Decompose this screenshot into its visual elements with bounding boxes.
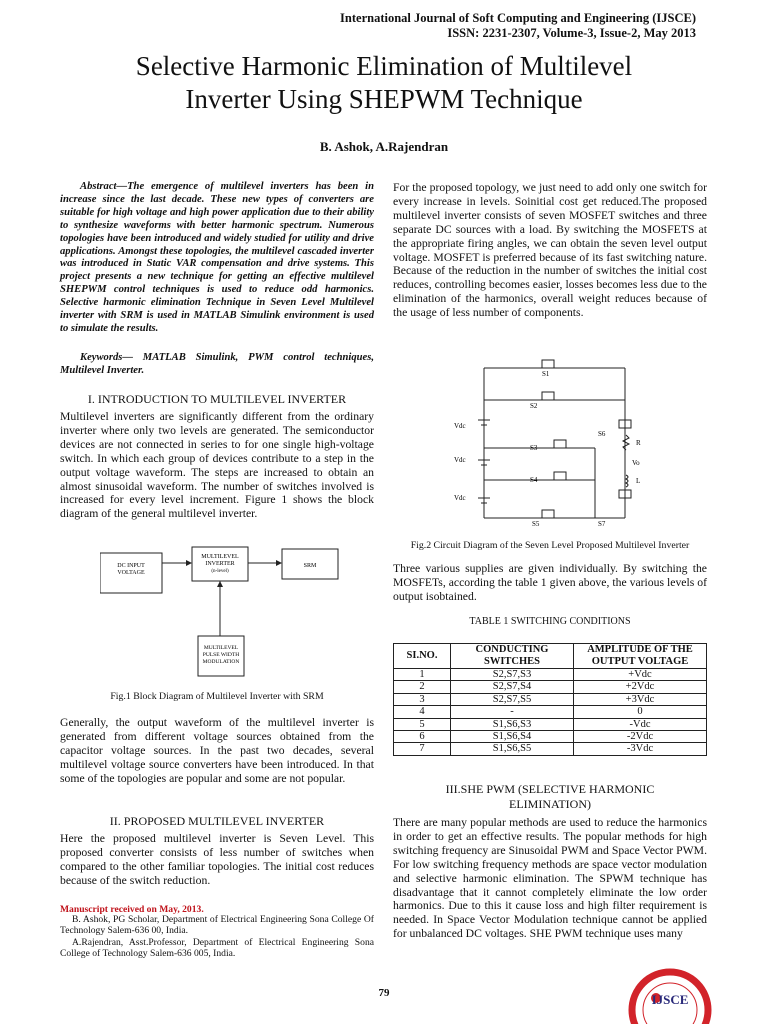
inverter-label-3: (n-level) — [211, 569, 229, 574]
pwm-label-2: PULSE WIDTH — [202, 652, 240, 658]
journal-name: International Journal of Soft Computing and Engineering (IJSCE) — [340, 11, 696, 25]
journal-issn: ISSN: 2231-2307, Volume-3, Issue-2, May 2013 — [447, 26, 696, 40]
cell: 6 — [394, 731, 451, 743]
ijsce-logo — [626, 966, 714, 1024]
cell: 5 — [394, 718, 451, 730]
inductor-label: L — [636, 477, 641, 485]
figure-2-circuit — [450, 350, 650, 530]
dc-block-label-2: VOLTAGE — [117, 570, 145, 576]
switch-s4: S4 — [530, 476, 538, 484]
section-2-heading: II. PROPOSED MULTILEVEL INVERTER — [109, 814, 325, 828]
pwm-label-3: MODULATION — [202, 659, 240, 665]
cell: 1 — [394, 669, 451, 681]
output-voltage-label: Vo — [632, 459, 640, 467]
cell: S2,S7,S5 — [451, 693, 574, 705]
arrowhead — [217, 581, 223, 587]
author-note-1: B. Ashok, PG Scholar, Department of Electrical Engineering Sona College Of Technology Salem-636 00, India. — [60, 914, 374, 937]
title-line-2: Inverter Using SHEPWM Technique — [185, 84, 583, 114]
right-paragraph-1: For the proposed topology, we just need to add only one switch for every increase in levels. Soinitial cost get reduced.The proposed multilevel inverter consists of seven MOSFET switches and three separate DC sources with a load. By switching the MOSFETS at the appropriate firing angles, we can obtain the seven level output voltage. MOSFET is preferred because of its fast switching nature. Because of the reduction in the number of switches the initial cost reduces, controlling becomes easier, losses becomes less due to the elimination of the harmonics, overall weight reduces because of the usage of less number of components. — [393, 181, 707, 320]
cell: S1,S6,S5 — [451, 743, 574, 755]
cell: S2,S7,S3 — [451, 669, 574, 681]
generally-paragraph: Generally, the output waveform of the multilevel inverter is generated from different voltage sources obtained from the capacitor voltage sources. In the past two decades, several multilevel voltage source converters have been introduced. In that some of the topologies are popular and some are not popular. — [60, 716, 374, 785]
table-row — [394, 731, 707, 743]
table-row — [394, 706, 707, 718]
figure-1-caption: Fig.1 Block Diagram of Multilevel Inverter with SRM — [110, 691, 324, 702]
pwm-label-1: MULTILEVEL — [203, 645, 239, 651]
dc-block-label-1: DC INPUT — [117, 563, 145, 569]
page-number: 79 — [378, 987, 390, 999]
cell: S2,S7,S4 — [451, 681, 574, 693]
author-note-2: A.Rajendran, Asst.Professor, Department of Electrical Engineering Sona College of Technology Salem-636 005, India. — [60, 937, 374, 960]
figure-1-block-diagram — [100, 543, 340, 679]
switch-s6: S6 — [598, 430, 606, 438]
switch-s5: S5 — [532, 520, 540, 528]
arrowhead — [186, 560, 192, 566]
table-title: TABLE 1 SWITCHING CONDITIONS — [469, 616, 631, 627]
arrowhead — [276, 560, 282, 566]
section-3-heading-line-2: ELIMINATION) — [509, 797, 591, 811]
switch-s2: S2 — [530, 402, 538, 410]
resistor-label: R — [636, 439, 641, 447]
switch-s3: S3 — [530, 444, 538, 452]
section-1-text: Multilevel inverters are significantly different from the ordinary inverter where only two levels are generated. The semiconductor devices are not connected in series to for one single high-voltage switch. In which each group of devices contribute to a step in the output voltage waveform. The steps are increased to obtain an almost sinusoidal waveform. The number of switches involved is increased for every level increment. Figure 1 shows the block diagram of the general multilevel inverter. — [60, 410, 374, 521]
table-header: CONDUCTING SWITCHES — [451, 644, 574, 669]
author-list: B. Ashok, A.Rajendran — [319, 139, 449, 154]
vdc-label-2: Vdc — [454, 456, 466, 464]
title-line-1: Selective Harmonic Elimination of Multilevel — [135, 51, 633, 81]
keywords: Keywords— MATLAB Simulink, PWM control techniques, Multilevel Inverter. — [60, 352, 374, 376]
cell: 7 — [394, 743, 451, 755]
table-row — [394, 693, 707, 705]
table-header: AMPLITUDE OF THE OUTPUT VOLTAGE — [574, 644, 707, 669]
cell: +2Vdc — [574, 681, 707, 693]
right-paragraph-2: Three various supplies are given individually. By switching the MOSFETs, according the table 1 given above, the various levels of output isobtained. — [393, 562, 707, 603]
cell: -3Vdc — [574, 743, 707, 755]
cell: -Vdc — [574, 718, 707, 730]
cell: 2 — [394, 681, 451, 693]
table-row — [394, 718, 707, 730]
section-3-heading-line-1: III.SHE PWM (SELECTIVE HARMONIC — [445, 782, 655, 796]
section-1-heading: I. INTRODUCTION TO MULTILEVEL INVERTER — [87, 392, 347, 406]
cell: 3 — [394, 693, 451, 705]
table-row — [394, 669, 707, 681]
cell: 0 — [574, 706, 707, 718]
cell: S1,S6,S3 — [451, 718, 574, 730]
cell: +Vdc — [574, 669, 707, 681]
cell: - — [451, 706, 574, 718]
table-row — [394, 743, 707, 755]
srm-label: SRM — [303, 563, 317, 569]
vdc-label-1: Vdc — [454, 422, 466, 430]
table-header: SI.NO. — [394, 644, 451, 669]
table-row — [394, 681, 707, 693]
section-3-heading — [393, 782, 707, 812]
inverter-label-2: INVERTER — [205, 561, 235, 567]
switch-s7: S7 — [598, 520, 606, 528]
section-3-text: There are many popular methods are used to reduce the harmonics in order to get an effective results. The popular methods for high switching frequency are Sinusoidal PWM and Space Vector PWM. For low switching frequency methods are space vector modulation and selective harmonic elimination. The SPWM technique has disadvantage that it cannot completely eliminate the low order harmonics. Due to this it cause loss and high filter requirement is needed. In Space Vector Modulation technique cannot be applied for unbalanced DC voltages. SHE PWM technique uses many — [393, 816, 707, 941]
cell: 4 — [394, 706, 451, 718]
vdc-label-3: Vdc — [454, 494, 466, 502]
journal-header — [340, 11, 696, 41]
logo-text: IJSCE — [651, 992, 689, 1007]
manuscript-received: Manuscript received on May, 2013. — [60, 904, 204, 915]
paper-title — [0, 50, 768, 116]
switch-s1: S1 — [542, 370, 550, 378]
switching-table — [393, 643, 707, 756]
cell: -2Vdc — [574, 731, 707, 743]
cell: S1,S6,S4 — [451, 731, 574, 743]
figure-2-caption: Fig.2 Circuit Diagram of the Seven Level Proposed Multilevel Inverter — [410, 540, 690, 551]
cell: +3Vdc — [574, 693, 707, 705]
abstract: Abstract—The emergence of multilevel inverters has been in increase since the last decade. These new types of converters are suitable for high voltage and high power application due to their ability to synthesize waveforms with better harmonic spectrum. Numerous topologies have been introduced and widely studied for utility and drive applications. Amongst these topologies, the multilevel cascaded inverter was introduced in Static VAR compensation and drive systems. This project presents a new technique for getting an effective multilevel SHEPWM control techniques is used to reduce odd harmonics. Selective harmonic elimination Technique in Seven Level Multilevel inverter with SRM is used in MATLAB Simulink environment is used to simulate the results. — [60, 181, 374, 334]
section-2-text: Here the proposed multilevel inverter is Seven Level. This proposed converter consists of less number of switches when compared to the other familiar topologies. The initial cost reduces because of the switch reduction. — [60, 832, 374, 887]
inverter-label-1: MULTILEVEL — [201, 554, 239, 560]
